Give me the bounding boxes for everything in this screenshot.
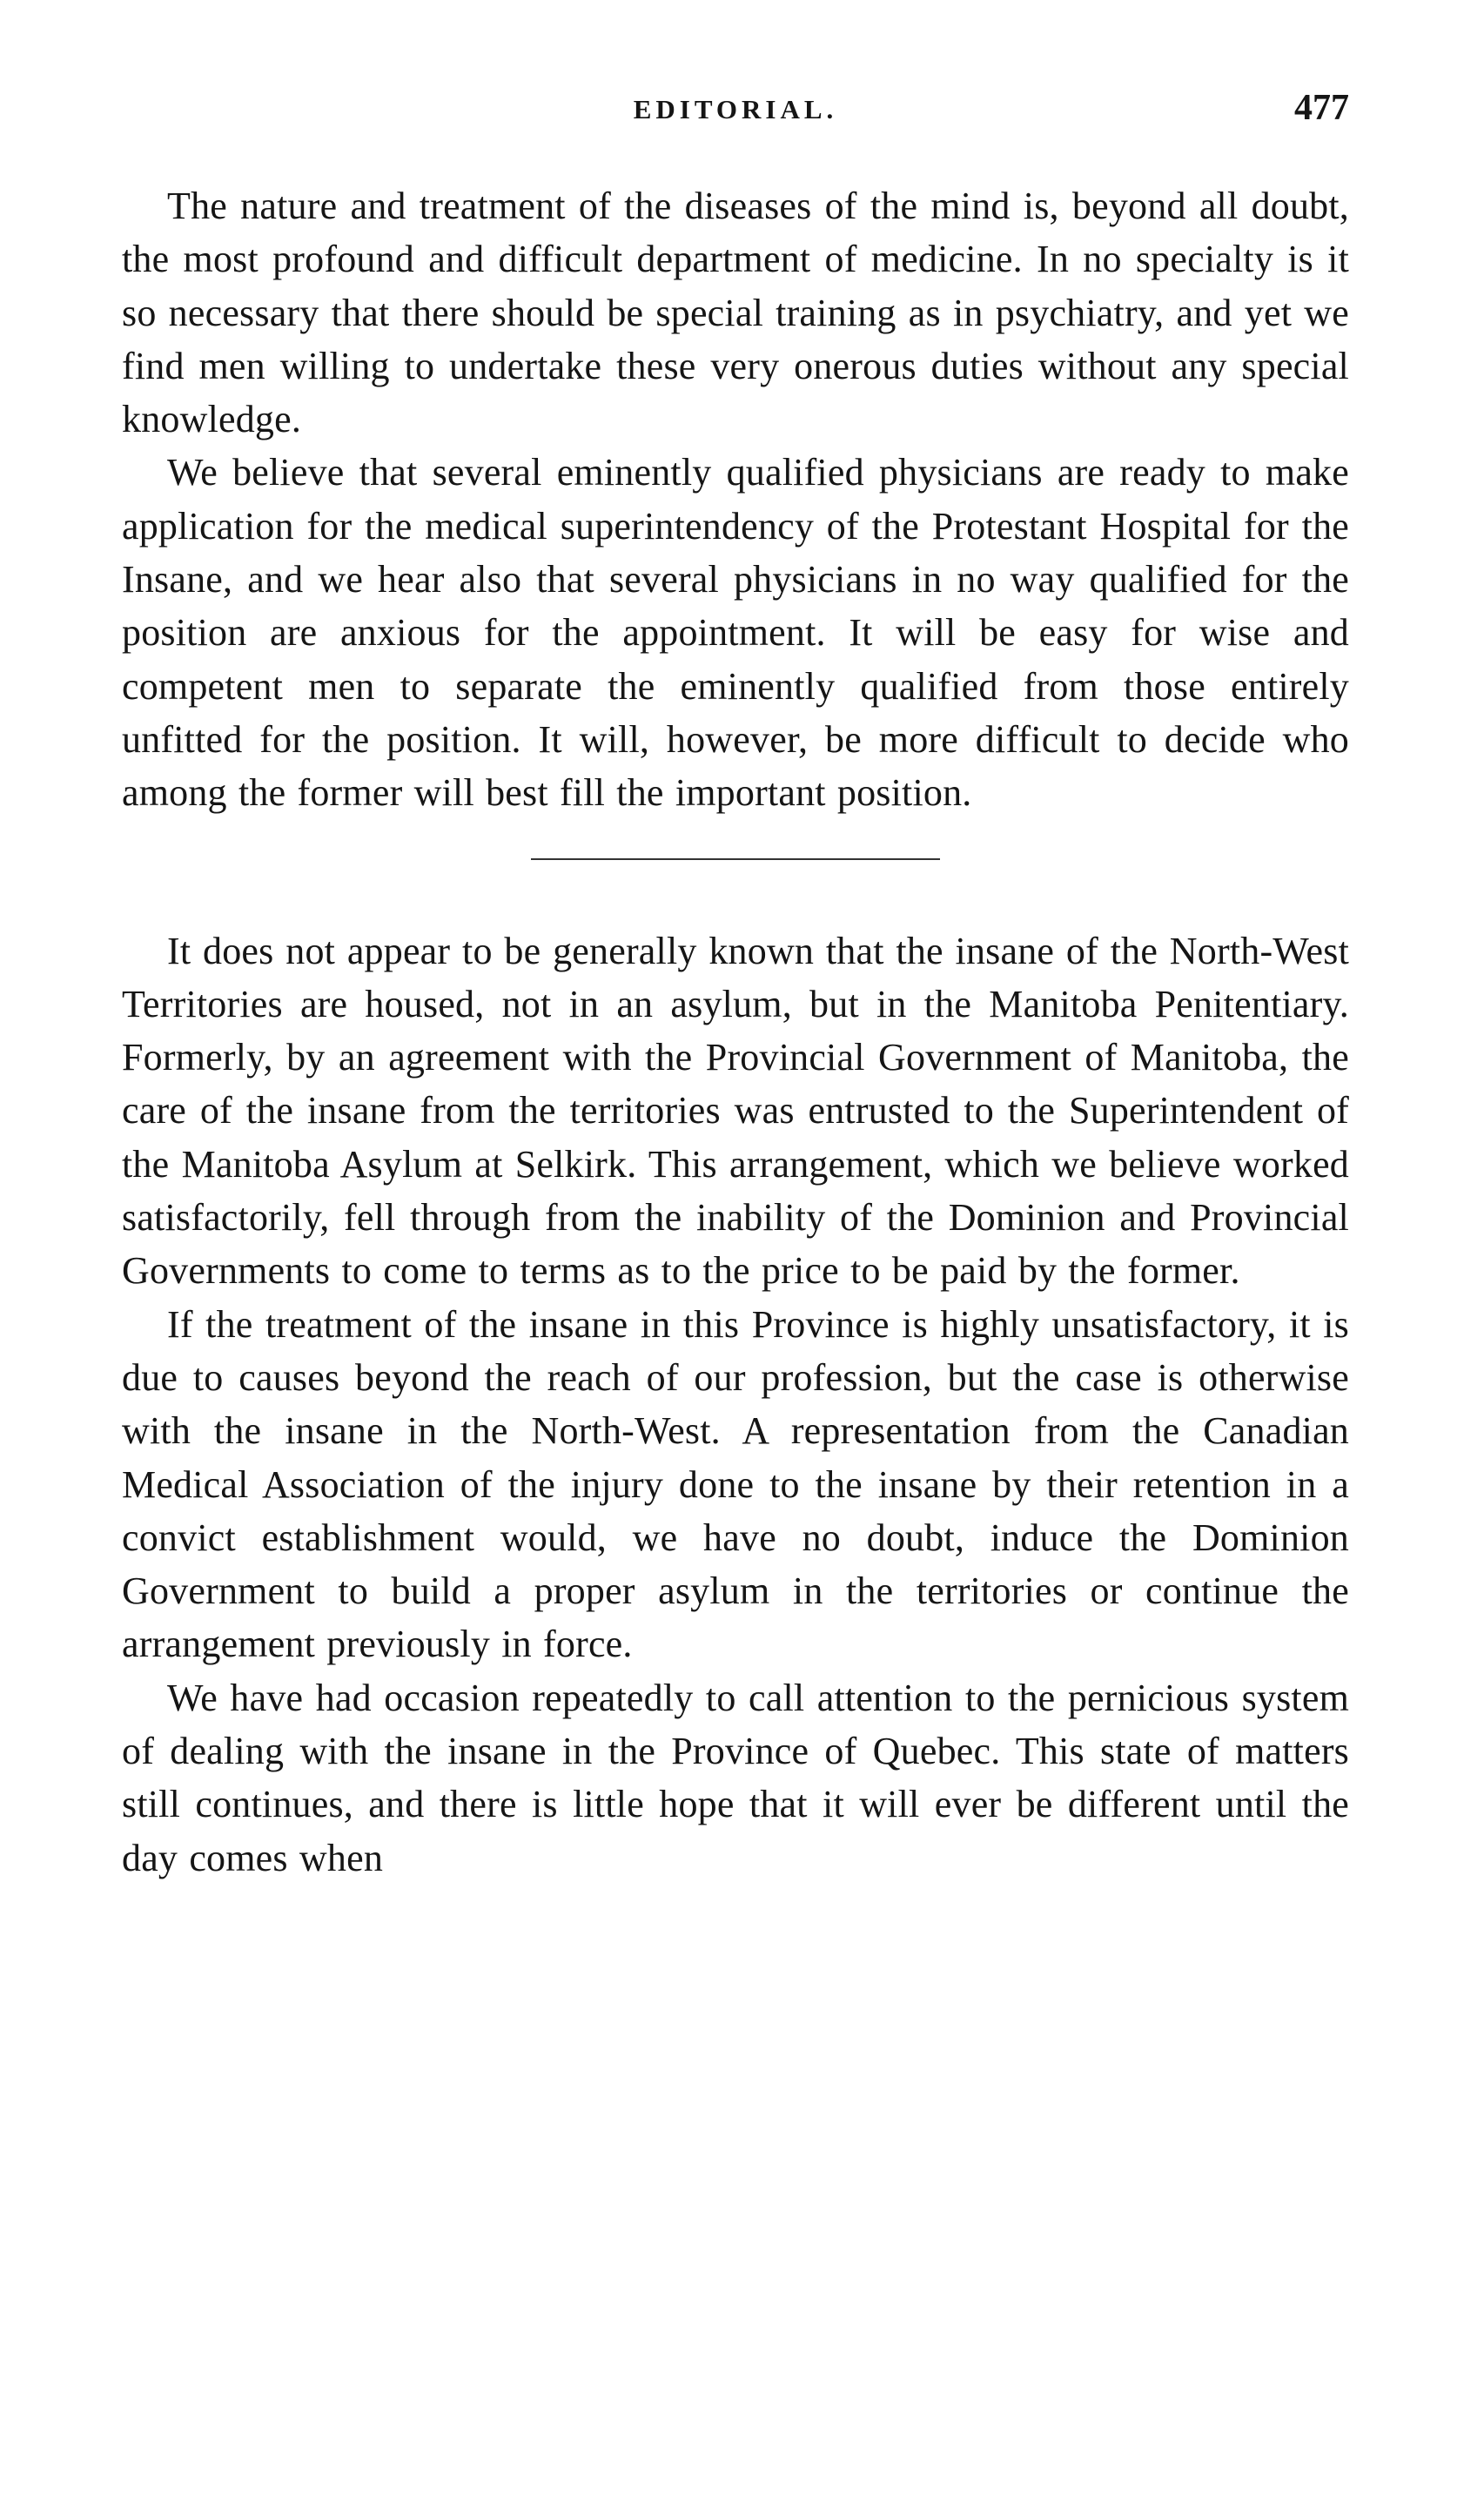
- paragraph: If the treatment of the insane in this Province is highly unsatisfactory, it is due to causes beyond the reach of our profession, but the case is otherwise with the insane in the North-West. A representation from the Canadian Medical Association of the injury done to the insane by their retention in a convict establishment would, we have no doubt, induce the Dominion Government to build a proper asylum in the territories or continue the arrangement previously in force.: [122, 1302, 1349, 1666]
- running-title: EDITORIAL.: [633, 94, 838, 124]
- page-number: 477: [1294, 88, 1349, 128]
- running-header: [122, 87, 1349, 148]
- section-divider: [531, 858, 940, 860]
- book-page: [122, 87, 1349, 1885]
- paragraph: We believe that several eminently qualified physicians are ready to make application for the medical superintendency of the Protestant Hospital for the Insane, and we hear also that several physicians in no way qualified for the position are anxious for the appointment. It will be easy for wise and competent men to separate the eminently qualified from those entirely unfitted for the position. It will, however, be more difficult to decide who among the former will best fill the important position.: [122, 451, 1349, 815]
- paragraph: The nature and treatment of the diseases of the mind is, beyond all doubt, the most profound and difficult department of medicine. In no specialty is it so necessary that there should be special training as in psychiatry, and yet we find men willing to undertake these very onerous duties without any special knowledge.: [122, 185, 1349, 441]
- paragraph: We have had occasion repeatedly to call attention to the pernicious system of dealing with the insane in the Province of Quebec. This state of matters still continues, and there is little hope that it will ever be different until the day comes when: [122, 1676, 1349, 1879]
- paragraph: It does not appear to be generally known that the insane of the North-West Territories are housed, not in an asylum, but in the Manitoba Penitentiary. Formerly, by an agreement with the Provincial Government of Manitoba, the care of the insane from the territories was entrusted to the Superintendent of the Manitoba Asylum at Selkirk. This arrangement, which we believe worked satisfactorily, fell through from the inability of the Dominion and Provincial Governments to come to terms as to the price to be paid by the former.: [122, 929, 1349, 1293]
- body-text: [122, 179, 1349, 1885]
